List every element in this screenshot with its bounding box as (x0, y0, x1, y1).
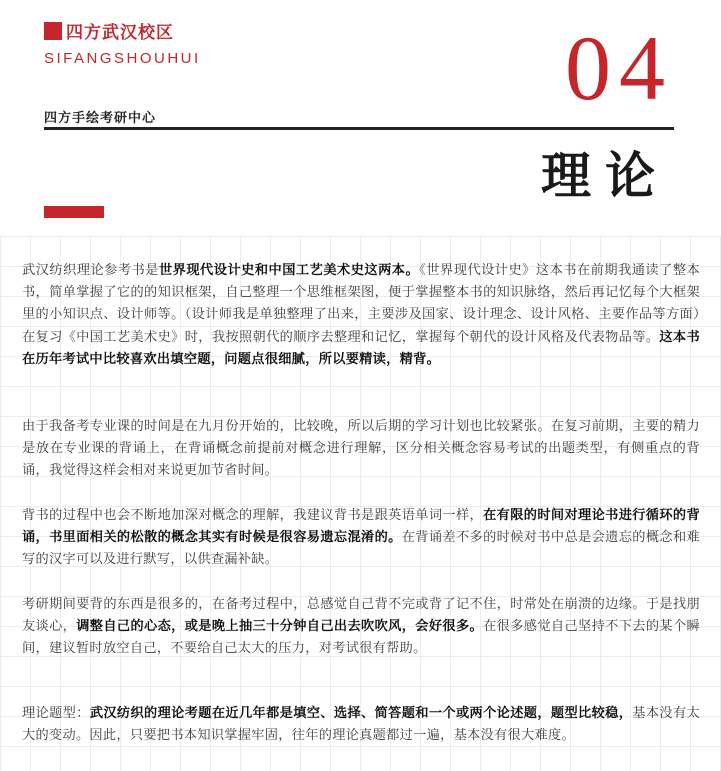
section-title: 理论 (541, 146, 669, 205)
emphasis-text: 在有限的时间对理论书进行循环的背诵，书里面相关的松散的概念其实有时候是很容易遗忘混淆的。 (22, 508, 700, 546)
section-number: 04 (565, 17, 673, 119)
header-divider (44, 127, 674, 130)
brand-name-en: SIFANGSHOUHUI (44, 50, 201, 67)
paragraph-study-plan (22, 416, 700, 483)
accent-bar (44, 206, 104, 218)
body-text: 在很多感觉自己坚持不下去的某个瞬间，建议暂时放空自己，不要给自己太大的压力，对考试很有帮助。 (22, 619, 700, 657)
article-header (0, 0, 721, 236)
brand-name-cn: 四方武汉校区 (66, 23, 174, 43)
paragraph-memorization (22, 505, 700, 572)
emphasis-text: 世界现代设计史和中国工艺美术史这两本。 (158, 263, 420, 278)
paragraph-mindset (22, 594, 700, 661)
body-text: 理论题型： (22, 706, 90, 721)
body-text: 《世界现代设计史》这本书在前期我通读了整本书，简单掌握了它的的知识框架，自己整理一个思维框架图，便于掌握整本书的知识脉络，然后再记忆每个大框架里的小知识点、设计师等。（设计师我是单独整理了出来，主要涉及国家、设计理念、设计风格、主要作品等方面）在复习《中国工艺美术史》时，我按照朝代的顺序去整理和记忆，掌握每个朝代的设计风格及代表物品等。 (22, 263, 701, 345)
brand-square-mark (44, 22, 62, 40)
emphasis-text: 这本书在历年考试中比较喜欢出填空题，问题点很细腻，所以要精读，精背。 (22, 329, 700, 367)
article-body (0, 236, 721, 771)
center-name: 四方手绘考研中心 (44, 111, 157, 126)
body-text: 由于我备考专业课的时间是在九月份开始的，比较晚，所以后期的学习计划也比较紧张。在复习前期，主要的精力是放在专业课的背诵上，在背诵概念前提前对概念进行理解，区分相关概念容易考试的出题类型，有侧重点的背诵，我觉得这样会相对来说更加节省时间。 (22, 419, 700, 479)
paragraph-reference-books (22, 260, 700, 371)
body-text: 武汉纺织理论参考书是 (22, 263, 159, 278)
paragraph-question-types (22, 703, 700, 747)
body-text: 在背诵差不多的时候对书中总是会遗忘的概念和难写的汉字可以及进行默写，以供查漏补缺。 (22, 530, 700, 568)
emphasis-text: 调整自己的心态，或是晚上抽三十分钟自己出去吹吹风，会好很多。 (76, 619, 484, 635)
body-text: 考研期间要背的东西是很多的，在备考过程中，总感觉自己背不完或背了记不住，时常处在崩溃的边缘。于是找朋友谈心， (22, 597, 700, 635)
body-text: 基本没有太大的变动。因此，只要把书本知识掌握牢固，往年的理论真题都过一遍，基本没有很大难度。 (22, 706, 701, 744)
body-text: 背书的过程中也会不断地加深对概念的理解，我建议背书是跟英语单词一样， (22, 508, 484, 523)
emphasis-text: 武汉纺织的理论考题在近几年都是填空、选择、简答题和一个或两个论述题，题型比较稳， (89, 706, 633, 721)
